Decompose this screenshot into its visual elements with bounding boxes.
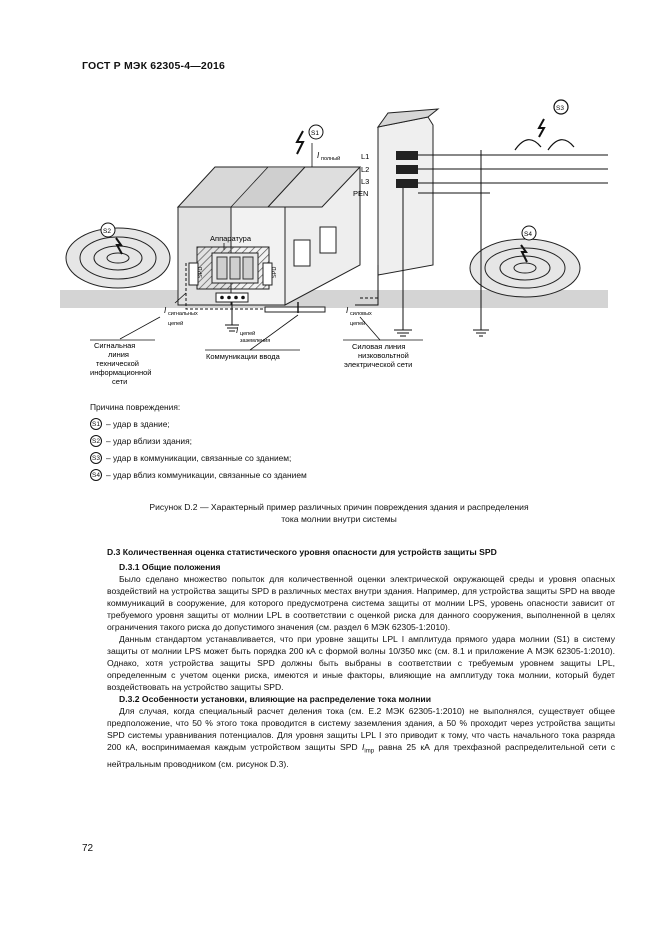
svg-text:L1: L1 xyxy=(361,152,370,161)
svg-text:силовых: силовых xyxy=(350,311,372,317)
svg-text:информационной: информационной xyxy=(90,368,152,377)
svg-text:технической: технической xyxy=(96,359,139,368)
svg-text:цепей: цепей xyxy=(350,321,366,327)
section-body xyxy=(107,546,615,770)
svg-text:S2: S2 xyxy=(103,228,111,235)
page-number: 72 xyxy=(82,843,94,854)
svg-text:сети: сети xyxy=(112,377,128,385)
legend-item: S2 – удар вблизи здания; xyxy=(90,432,307,449)
svg-text:Силовая линия: Силовая линия xyxy=(352,342,406,351)
svg-text:I: I xyxy=(346,306,349,315)
svg-text:S1: S1 xyxy=(311,130,319,137)
svg-text:L3: L3 xyxy=(361,177,370,186)
svg-text:S3: S3 xyxy=(556,105,564,112)
svg-text:PEN: PEN xyxy=(353,189,369,198)
s4-strike-rings xyxy=(470,239,580,297)
service-pipe xyxy=(265,307,325,312)
svg-text:SPD: SPD xyxy=(272,266,278,278)
svg-text:I: I xyxy=(236,326,239,335)
svg-text:I: I xyxy=(164,306,167,315)
legend-item: S4 – удар вблиз коммуникации, связанные со зданием xyxy=(90,466,307,483)
figure-legend xyxy=(90,398,307,483)
svg-text:S4: S4 xyxy=(524,231,532,238)
s1-strike xyxy=(297,125,340,167)
s2-strike-rings xyxy=(66,228,170,288)
lightning-damage-diagram xyxy=(60,95,620,385)
paragraph: Данным стандартом устанавливается, что при уровне защиты LPL I амплитуда прямого удара молнии (S1) в систему защиты от молнии LPS может быть порядка 200 кА с формой волны 10/350 мкс (см. 8.1 и приложение А МЭК 62305-1:2010). Однако, хотя устройства защиты SPD должны быть выбраны в соответствии с требуемым уровнем защиты LPL, определенным с учетом оценки риска, имеются и иные факторы, влияющие на амплитуду тока молнии, который будет воздействовать на устройство защиты SPD. xyxy=(107,634,615,692)
apparatus-label: Аппаратура xyxy=(210,234,252,243)
figure-caption: Рисунок D.2 — Характерный пример различных причин повреждения здания и распределения тока молнии внутри системы xyxy=(149,502,529,524)
page-header: ГОСТ Р МЭК 62305-4—2016 xyxy=(82,60,226,72)
svg-text:линия: линия xyxy=(108,350,129,359)
legend-title: Причина повреждения: xyxy=(90,401,181,412)
svg-text:L2: L2 xyxy=(361,165,370,174)
svg-text:электрической сети: электрической сети xyxy=(344,360,413,369)
paragraph: Было сделано множество попыток для количественной оценки электрической окружающей среды и уровня опасных воздействий на устройства защиты SPD в различных местах внутри здания. Например, для устройства защиты SPD на вводе коммуникаций в сооружение, для которого предусмотрена система защиты от молнии LPS, уровень опасности зависит от требуемого уровня защиты от молнии LPL в соответствии с оценкой риска для данного сооружения, выполненной в целях ограничения такого риска до допустимого значения (см. раздел 6 МЭК 62305-1:2010). xyxy=(107,574,615,632)
svg-text:цепей: цепей xyxy=(240,331,256,337)
paragraph: Для случая, когда специальный расчет деления тока (см. Е.2 МЭК 62305-1:2010) не выполнялся, существует общее предположение, что 50 % этого тока проводится в систему заземления здания, а 50 % проходит через устройства защиты SPD системы уравнивания потенциалов. Для уровня защиты LPL I это приводит к тому, что часть начального тока разряда 200 кА, воспринимаемая каждым устройством защиты SPD $I_{imp}$ равна 25 кА для трехфазной распределительной сети с нейтральным проводником (см. рисунок D.3). xyxy=(107,706,615,769)
legend-item: S3 – удар в коммуникации, связанные со зданием; xyxy=(90,449,307,466)
s3-strike xyxy=(515,100,574,150)
legend-item: S1 – удар в здание; xyxy=(90,415,307,432)
s1-lightning-icon xyxy=(297,131,303,154)
svg-text:низковольтной: низковольтной xyxy=(358,351,409,360)
section-d31-title: D.3.1 Общие положения xyxy=(119,562,221,572)
spd-left xyxy=(189,263,198,285)
svg-text:I: I xyxy=(317,151,320,160)
svg-text:цепей: цепей xyxy=(168,321,184,327)
section-d3-title: D.3 Количественная оценка статистического уровня опасности для устройств защиты SPD xyxy=(107,547,497,557)
svg-text:Коммуникации ввода: Коммуникации ввода xyxy=(206,352,280,361)
svg-text:сигнальных: сигнальных xyxy=(168,311,198,317)
spd-right xyxy=(263,263,272,285)
svg-text:заземления: заземления xyxy=(240,338,271,344)
section-d32-title: D.3.2 Особенности установки, влияющие на распределение тока молнии xyxy=(119,694,431,704)
s3-lightning-icon xyxy=(539,119,544,137)
svg-text:SPD: SPD xyxy=(198,266,204,278)
svg-text:полный: полный xyxy=(321,156,341,162)
svg-text:Сигнальная: Сигнальная xyxy=(94,341,136,350)
